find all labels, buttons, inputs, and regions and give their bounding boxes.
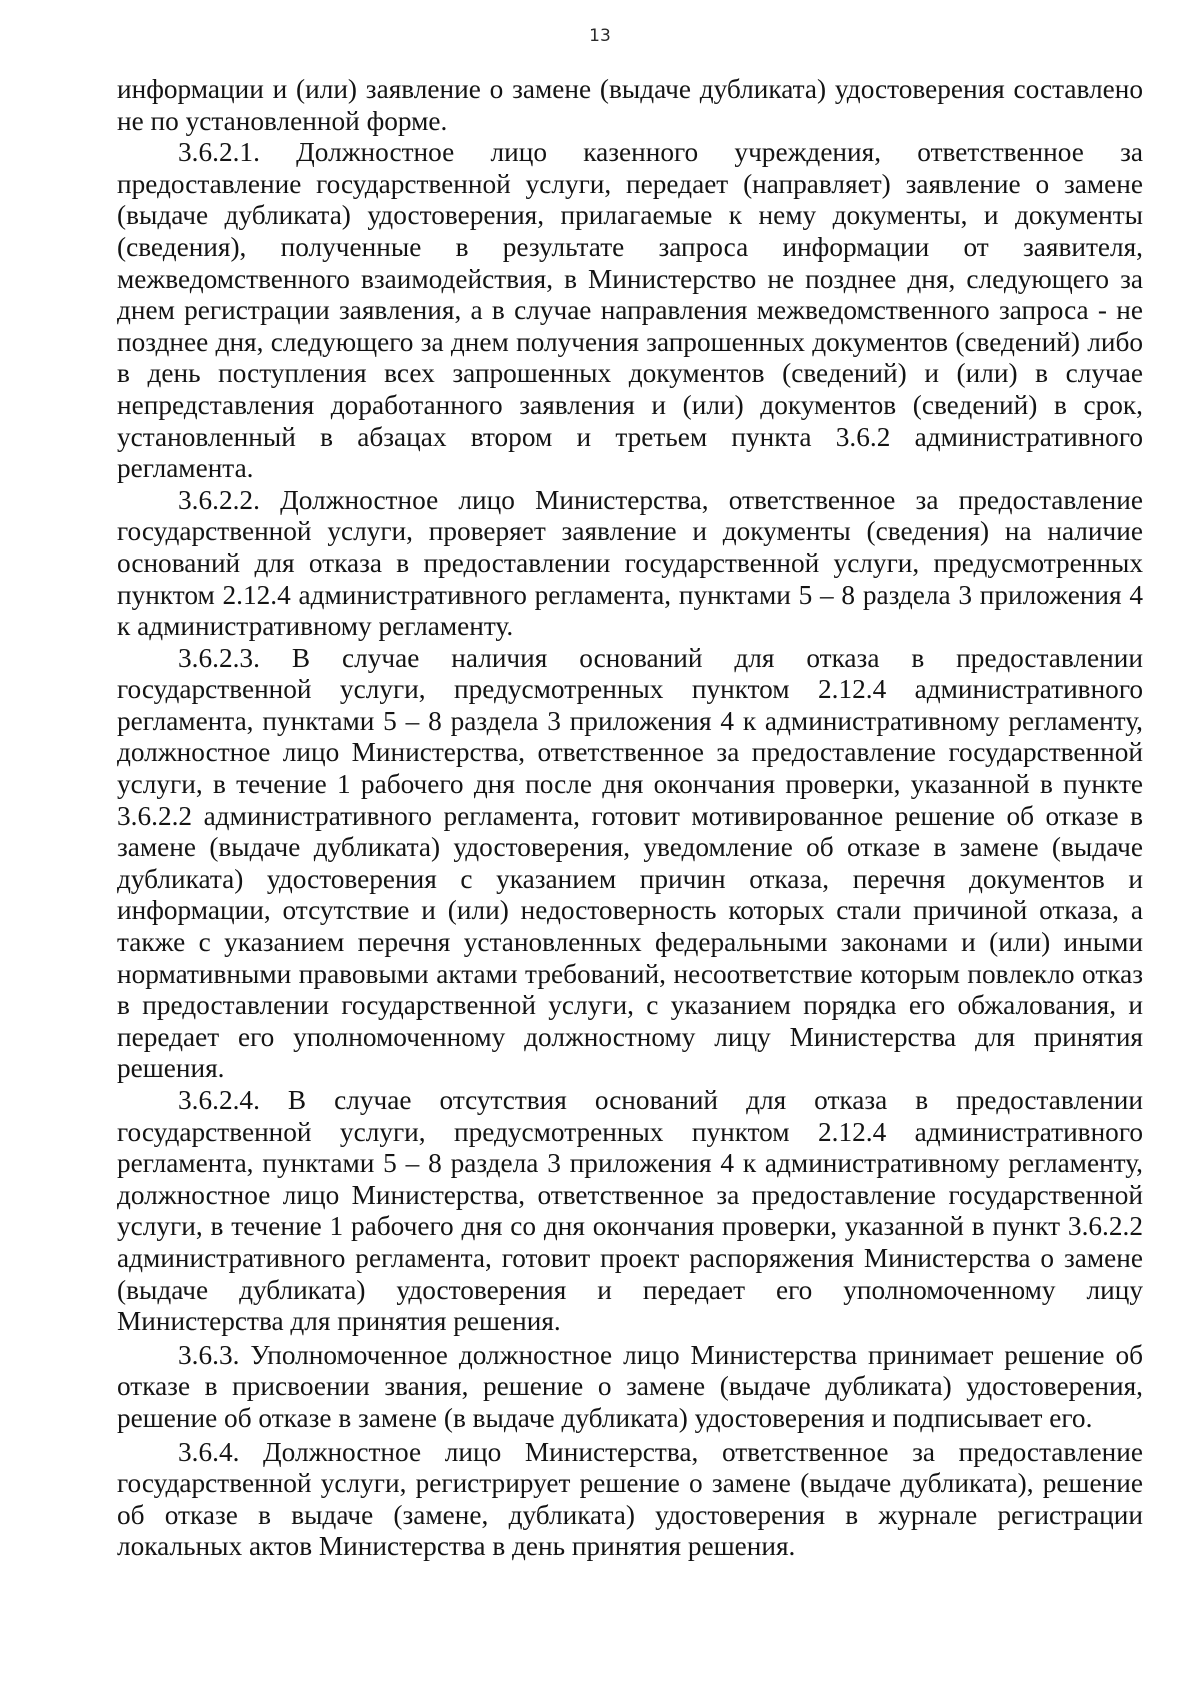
paragraph-3-6-4: 3.6.4. Должностное лицо Министерства, ответственное за предоставление государственной услуги, регистрирует решение о замене (выдаче дубликата), решение об отказе в выдаче (замене, дубликата) удостоверения в журнале регистрации локальных актов Министерства в день принятия решения.	[117, 1436, 1143, 1562]
paragraph-continuation: информации и (или) заявление о замене (выдаче дубликата) удостоверения составлено не по установленной форме.	[117, 74, 1143, 136]
paragraph-3-6-2-3: 3.6.2.3. В случае наличия оснований для отказа в предоставлении государственной услуги, предусмотренных пунктом 2.12.4 административного регламента, пунктами 5 – 8 раздела 3 приложения 4 к административному регламенту, должностное лицо Министерства, ответственное за предоставление государственной услуги, в течение 1 рабочего дня после дня окончания проверки, указанной в пункте 3.6.2.2 административного регламента, готовит мотивированное решение об отказе в замене (выдаче дубликата) удостоверения, уведомление об отказе в замене (выдаче дубликата) удостоверения с указанием причин отказа, перечня документов и информации, отсутствие и (или) недостоверность которых стали причиной отказа, а также с указанием перечня установленных федеральными законами и (или) иными нормативными правовыми актами требований, несоответствие которым повлекло отказ в предоставлении государственной услуги, с указанием порядка его обжалования, и передает его уполномоченному должностному лицу Министерства для принятия решения.	[117, 642, 1143, 1084]
paragraph-3-6-2-4: 3.6.2.4. В случае отсутствия оснований для отказа в предоставлении государственной услуги, предусмотренных пунктом 2.12.4 административного регламента, пунктами 5 – 8 раздела 3 приложения 4 к административному регламенту, должностное лицо Министерства, ответственное за предоставление государственной услуги, в течение 1 рабочего дня со дня окончания проверки, указанной в пункт 3.6.2.2 административного регламента, готовит проект распоряжения Министерства о замене (выдаче дубликата) удостоверения и передает его уполномоченному лицу Министерства для принятия решения.	[117, 1085, 1143, 1337]
document-body	[117, 74, 1143, 1563]
paragraph-3-6-2-2: 3.6.2.2. Должностное лицо Министерства, ответственное за предоставление государственной услуги, проверяет заявление и документы (сведения) на наличие оснований для отказа в предоставлении государственной услуги, предусмотренных пунктом 2.12.4 административного регламента, пунктами 5 – 8 раздела 3 приложения 4 к административному регламенту.	[117, 484, 1143, 642]
paragraph-3-6-3: 3.6.3. Уполномоченное должностное лицо Министерства принимает решение об отказе в присвоении звания, решение о замене (выдаче дубликата) удостоверения, решение об отказе в замене (в выдаче дубликата) удостоверения и подписывает его.	[117, 1339, 1143, 1433]
paragraph-3-6-2-1: 3.6.2.1. Должностное лицо казенного учреждения, ответственное за предоставление государственной услуги, передает (направляет) заявление о замене (выдаче дубликата) удостоверения, прилагаемые к нему документы, и документы (сведения), полученные в результате запроса информации от заявителя, межведомственного взаимодействия, в Министерство не позднее дня, следующего за днем регистрации заявления, а в случае направления межведомственного запроса - не позднее дня, следующего за днем получения запрошенных документов (сведений) либо в день поступления всех запрошенных документов (сведений) и (или) в случае непредставления доработанного заявления и (или) документов (сведений) в срок, установленный в абзацах втором и третьем пункта 3.6.2 административного регламента.	[117, 137, 1143, 484]
page-number: 13	[589, 26, 611, 46]
